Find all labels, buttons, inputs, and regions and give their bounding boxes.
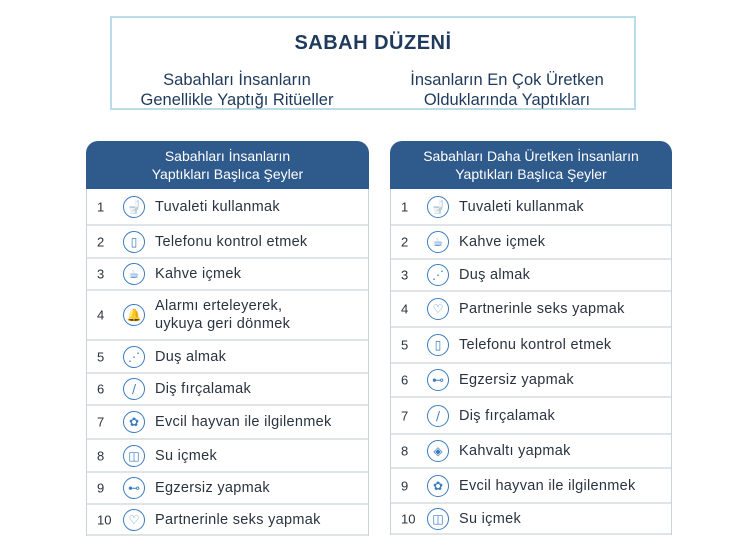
list-item [391, 260, 671, 292]
left-rows [86, 189, 369, 536]
dumbbell-icon: ⊷ [427, 369, 449, 391]
item-label-line1: Partnerinle seks yapmak [459, 301, 625, 317]
water-glass-icon: ◫ [427, 508, 449, 530]
item-label [459, 300, 625, 318]
left-subtitle [112, 70, 362, 110]
toothbrush-icon: / [123, 378, 145, 400]
list-item [87, 226, 368, 259]
list-item [391, 226, 671, 260]
list-item [391, 364, 671, 398]
phone-icon: ▯ [427, 334, 449, 356]
item-number: 3 [97, 266, 105, 282]
right-panel-header-line2: Yaptıkları Başlıca Şeyler [455, 166, 607, 182]
heart-icon: ♡ [123, 509, 145, 531]
item-label-line1: Egzersiz yapmak [155, 480, 270, 496]
alarm-bell-icon: 🔔 [123, 304, 145, 326]
item-label-line1: Su içmek [459, 510, 522, 527]
item-label [459, 477, 636, 495]
water-glass-icon: ◫ [123, 445, 145, 467]
right-panel-header [390, 141, 672, 189]
left-subtitle-line2: Genellikle Yaptığı Ritüeller [140, 91, 334, 109]
coffee-icon: ☕ [427, 231, 449, 253]
item-label-line1: Partnerinle seks yapmak [155, 511, 321, 528]
item-label-line1: Tuvaleti kullanmak [459, 198, 584, 215]
list-item [391, 328, 671, 364]
item-label [459, 407, 555, 425]
item-number: 2 [97, 234, 105, 249]
item-label-line1: Tuvaleti kullanmak [155, 198, 280, 215]
item-label-line1: Diş fırçalamak [459, 407, 556, 424]
item-number: 10 [401, 511, 416, 526]
item-label [155, 348, 226, 366]
list-item [391, 398, 671, 435]
title-box [110, 16, 636, 110]
item-label [155, 233, 308, 251]
item-number: 1 [401, 199, 409, 214]
item-number: 4 [401, 301, 409, 317]
item-label [155, 413, 332, 431]
item-label-line1: Evcil hayvan ile ilgilenmek [155, 414, 332, 430]
shower-icon: ⋰ [123, 346, 145, 368]
item-label [155, 447, 217, 465]
right-panel-header-line1: Sabahları Daha Üretken İnsanların [423, 148, 639, 164]
left-panel-header [86, 141, 369, 189]
item-label-line1: Alarmı erteleyerek, [155, 298, 283, 314]
shower-icon: ⋰ [427, 264, 449, 286]
left-list-panel [86, 141, 369, 536]
item-label [155, 479, 270, 497]
list-item [87, 473, 368, 505]
item-label [459, 198, 584, 216]
item-label [459, 266, 530, 284]
item-label [155, 380, 251, 398]
item-number: 2 [401, 234, 409, 250]
item-number: 7 [97, 414, 105, 430]
heart-icon: ♡ [427, 298, 449, 320]
toothbrush-icon: / [427, 405, 449, 427]
item-label [459, 233, 545, 251]
item-label-line1: Kahvaltı yapmak [459, 443, 571, 459]
item-number: 5 [401, 337, 409, 353]
page-title: SABAH DÜZENİ [294, 32, 452, 54]
left-panel-header-line2: Yaptıkları Başlıca Şeyler [151, 166, 304, 182]
item-number: 1 [97, 199, 105, 214]
dumbbell-icon: ⊷ [123, 477, 145, 499]
list-item [87, 259, 368, 291]
item-number: 6 [401, 372, 409, 388]
right-subtitle-line2: Olduklarında Yaptıkları [423, 91, 591, 109]
list-item [391, 435, 671, 469]
item-label-line1: Kahve içmek [155, 266, 242, 282]
item-number: 10 [97, 512, 112, 527]
item-label-line1: Egzersiz yapmak [459, 372, 574, 388]
item-number: 6 [97, 381, 105, 397]
item-number: 8 [401, 443, 409, 459]
pet-paw-icon: ✿ [427, 475, 449, 497]
item-label-line1: Kahve içmek [459, 234, 546, 250]
item-label-line1: Duş almak [459, 267, 531, 283]
list-item [87, 406, 368, 440]
right-subtitle-line1: İnsanların En Çok Üretken [410, 71, 604, 89]
list-item [87, 291, 368, 341]
item-number: 8 [97, 448, 105, 463]
item-label [155, 198, 280, 216]
list-item [391, 469, 671, 504]
item-label-line1: Duş almak [155, 348, 227, 365]
toilet-icon: 🚽 [427, 196, 449, 218]
list-item [87, 505, 368, 536]
item-label [155, 297, 290, 333]
list-item [87, 440, 368, 473]
list-item [391, 189, 671, 226]
item-label-line1: Telefonu kontrol etmek [459, 337, 612, 353]
phone-icon: ▯ [123, 231, 145, 253]
list-item [87, 189, 368, 226]
item-number: 7 [401, 408, 409, 423]
toilet-icon: 🚽 [123, 196, 145, 218]
pet-paw-icon: ✿ [123, 411, 145, 433]
item-number: 4 [97, 307, 105, 323]
item-label-line1: Evcil hayvan ile ilgilenmek [459, 477, 636, 494]
item-number: 5 [97, 349, 105, 364]
item-number: 3 [401, 267, 409, 283]
breakfast-icon: ◈ [427, 440, 449, 462]
left-subtitle-line1: Sabahları İnsanların [163, 71, 311, 89]
item-label [459, 336, 612, 354]
item-number: 9 [97, 480, 105, 496]
item-label-line1: Diş fırçalamak [155, 381, 252, 397]
right-list-panel [390, 141, 672, 535]
list-item [87, 374, 368, 406]
item-label-line1: Telefonu kontrol etmek [155, 233, 308, 250]
item-label-line1: Su içmek [155, 447, 218, 464]
item-label [459, 442, 571, 460]
item-number: 9 [401, 478, 409, 493]
right-subtitle [380, 70, 634, 110]
item-label [155, 265, 241, 283]
item-label-line2: uykuya geri dönmek [155, 316, 291, 332]
item-label [459, 371, 574, 389]
item-label [155, 511, 321, 529]
list-item [391, 504, 671, 535]
list-item [391, 292, 671, 328]
list-item [87, 341, 368, 374]
right-rows [390, 189, 672, 535]
item-label [459, 510, 521, 528]
coffee-icon: ☕ [123, 263, 145, 285]
left-panel-header-line1: Sabahları İnsanların [164, 148, 291, 164]
